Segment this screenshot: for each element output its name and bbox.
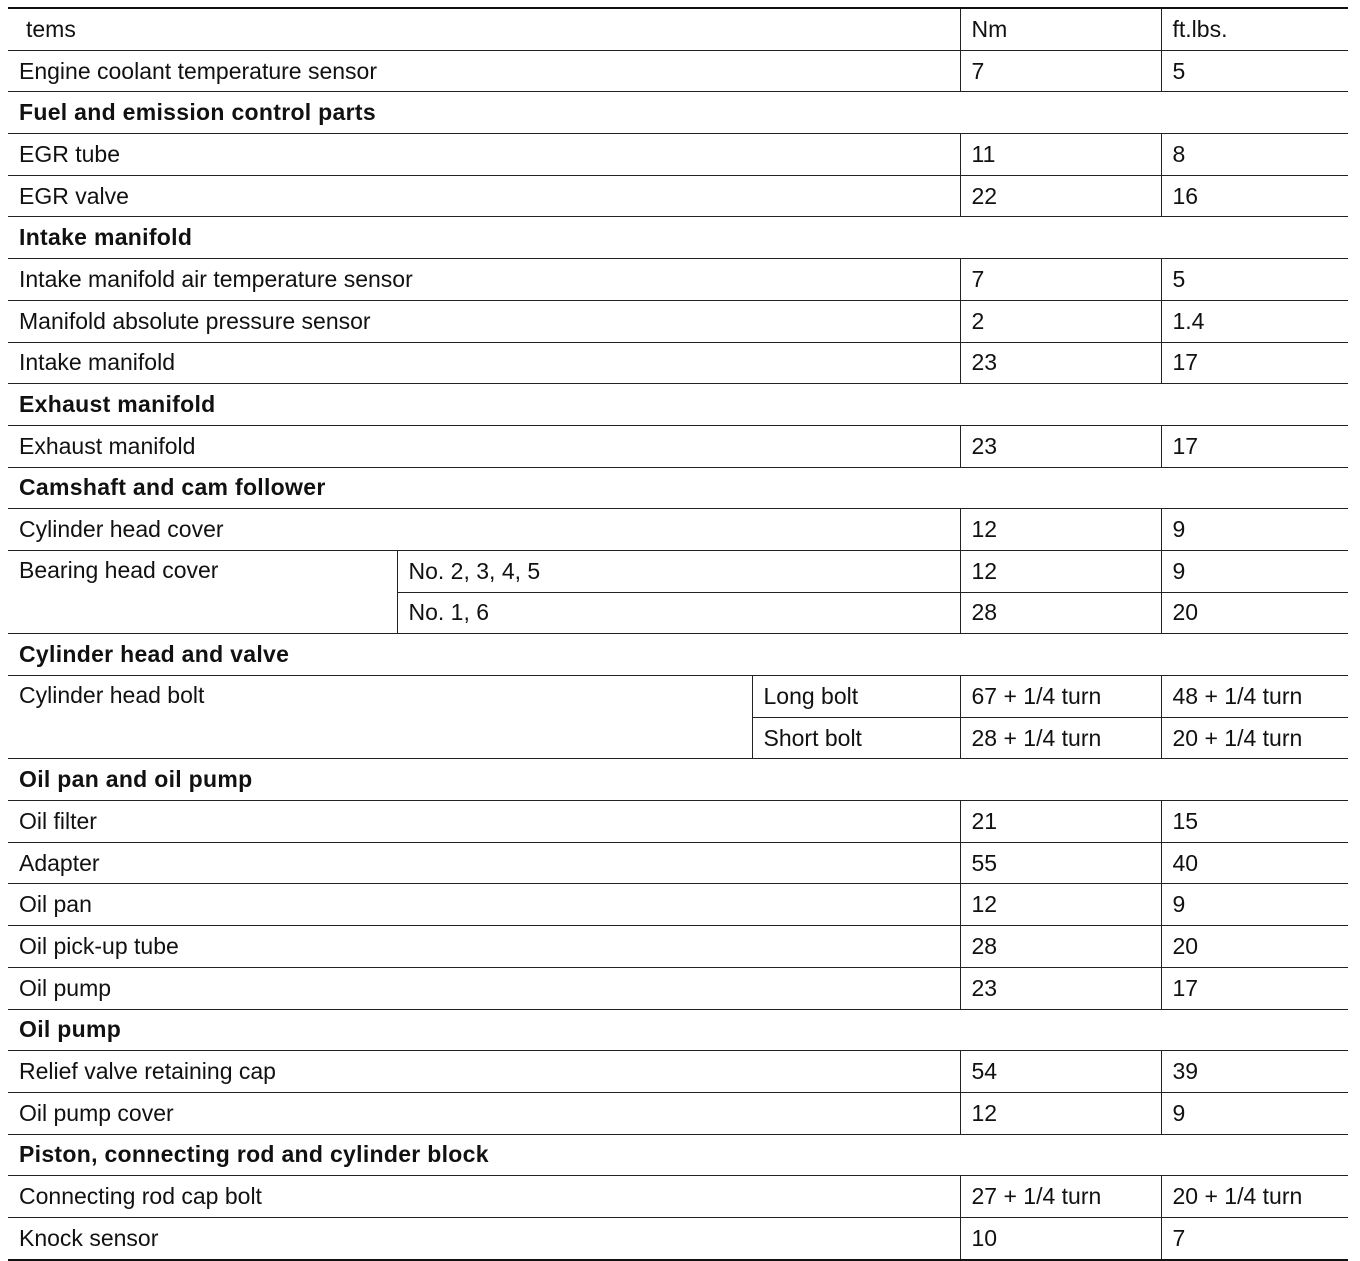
section-title: Camshaft and cam follower bbox=[8, 467, 1348, 509]
nm-value: 67 + 1/4 turn bbox=[960, 676, 1161, 718]
ftlbs-column-header: ft.lbs. bbox=[1161, 8, 1348, 50]
item-label: EGR valve bbox=[8, 175, 960, 217]
sub-item-label: No. 1, 6 bbox=[397, 592, 960, 634]
nm-value: 7 bbox=[960, 259, 1161, 301]
ftlbs-value: 20 bbox=[1161, 592, 1348, 634]
item-label: Cylinder head cover bbox=[8, 509, 960, 551]
torque-spec-table bbox=[8, 7, 1348, 1261]
table-row bbox=[8, 259, 1348, 301]
section-row bbox=[8, 759, 1348, 801]
nm-value: 2 bbox=[960, 300, 1161, 342]
table-row bbox=[8, 425, 1348, 467]
sub-item-label: No. 2, 3, 4, 5 bbox=[397, 550, 960, 592]
nm-value: 10 bbox=[960, 1217, 1161, 1259]
ftlbs-value: 20 bbox=[1161, 926, 1348, 968]
ftlbs-value: 5 bbox=[1161, 259, 1348, 301]
ftlbs-value: 9 bbox=[1161, 1092, 1348, 1134]
table-row bbox=[8, 300, 1348, 342]
table-row bbox=[8, 175, 1348, 217]
section-row bbox=[8, 467, 1348, 509]
ftlbs-value: 9 bbox=[1161, 884, 1348, 926]
ftlbs-value: 9 bbox=[1161, 509, 1348, 551]
section-title: Fuel and emission control parts bbox=[8, 92, 1348, 134]
nm-value: 28 + 1/4 turn bbox=[960, 717, 1161, 759]
item-label: Engine coolant temperature sensor bbox=[8, 50, 960, 92]
ftlbs-value: 16 bbox=[1161, 175, 1348, 217]
ftlbs-value: 5 bbox=[1161, 50, 1348, 92]
item-label: Connecting rod cap bolt bbox=[8, 1176, 960, 1218]
table-row bbox=[8, 884, 1348, 926]
table-row bbox=[8, 1051, 1348, 1093]
table-row bbox=[8, 967, 1348, 1009]
ftlbs-value: 1.4 bbox=[1161, 300, 1348, 342]
ftlbs-value: 20 + 1/4 turn bbox=[1161, 717, 1348, 759]
item-label: EGR tube bbox=[8, 134, 960, 176]
ftlbs-value: 17 bbox=[1161, 425, 1348, 467]
sub-item-label: Long bolt bbox=[752, 676, 960, 718]
ftlbs-value: 48 + 1/4 turn bbox=[1161, 676, 1348, 718]
nm-value: 7 bbox=[960, 50, 1161, 92]
table-row bbox=[8, 1217, 1348, 1259]
section-title: Exhaust manifold bbox=[8, 384, 1348, 426]
section-row bbox=[8, 384, 1348, 426]
section-row bbox=[8, 217, 1348, 259]
table-row bbox=[8, 550, 1348, 592]
table-row bbox=[8, 134, 1348, 176]
section-title: Oil pan and oil pump bbox=[8, 759, 1348, 801]
nm-value: 23 bbox=[960, 342, 1161, 384]
table-row bbox=[8, 676, 1348, 718]
item-label: Intake manifold air temperature sensor bbox=[8, 259, 960, 301]
nm-value: 11 bbox=[960, 134, 1161, 176]
table-row bbox=[8, 509, 1348, 551]
item-label: Manifold absolute pressure sensor bbox=[8, 300, 960, 342]
sub-item-label: Short bolt bbox=[752, 717, 960, 759]
section-row bbox=[8, 1134, 1348, 1176]
nm-value: 21 bbox=[960, 801, 1161, 843]
table-row bbox=[8, 1092, 1348, 1134]
items-column-header: tems bbox=[8, 8, 960, 50]
item-label: Intake manifold bbox=[8, 342, 960, 384]
ftlbs-value: 9 bbox=[1161, 550, 1348, 592]
nm-value: 55 bbox=[960, 842, 1161, 884]
ftlbs-value: 8 bbox=[1161, 134, 1348, 176]
nm-value: 54 bbox=[960, 1051, 1161, 1093]
section-title: Oil pump bbox=[8, 1009, 1348, 1051]
nm-column-header: Nm bbox=[960, 8, 1161, 50]
ftlbs-value: 7 bbox=[1161, 1217, 1348, 1259]
item-label: Oil filter bbox=[8, 801, 960, 843]
item-label: Oil pump bbox=[8, 967, 960, 1009]
table-body bbox=[8, 8, 1348, 1260]
ftlbs-value: 39 bbox=[1161, 1051, 1348, 1093]
section-title: Piston, connecting rod and cylinder block bbox=[8, 1134, 1348, 1176]
group-label: Bearing head cover bbox=[8, 550, 397, 633]
ftlbs-value: 17 bbox=[1161, 967, 1348, 1009]
item-label: Knock sensor bbox=[8, 1217, 960, 1259]
group-label: Cylinder head bolt bbox=[8, 676, 752, 759]
item-label: Oil pick-up tube bbox=[8, 926, 960, 968]
nm-value: 27 + 1/4 turn bbox=[960, 1176, 1161, 1218]
nm-value: 12 bbox=[960, 509, 1161, 551]
item-label: Relief valve retaining cap bbox=[8, 1051, 960, 1093]
ftlbs-value: 20 + 1/4 turn bbox=[1161, 1176, 1348, 1218]
ftlbs-value: 15 bbox=[1161, 801, 1348, 843]
table-row bbox=[8, 801, 1348, 843]
nm-value: 23 bbox=[960, 967, 1161, 1009]
item-label: Oil pump cover bbox=[8, 1092, 960, 1134]
nm-value: 12 bbox=[960, 884, 1161, 926]
ftlbs-value: 40 bbox=[1161, 842, 1348, 884]
nm-value: 28 bbox=[960, 592, 1161, 634]
item-label: Exhaust manifold bbox=[8, 425, 960, 467]
section-row bbox=[8, 1009, 1348, 1051]
table-row bbox=[8, 342, 1348, 384]
section-row bbox=[8, 634, 1348, 676]
section-row bbox=[8, 92, 1348, 134]
item-label: Adapter bbox=[8, 842, 960, 884]
section-title: Intake manifold bbox=[8, 217, 1348, 259]
nm-value: 22 bbox=[960, 175, 1161, 217]
table-row bbox=[8, 926, 1348, 968]
ftlbs-value: 17 bbox=[1161, 342, 1348, 384]
table-header-row bbox=[8, 8, 1348, 50]
nm-value: 12 bbox=[960, 1092, 1161, 1134]
table-row bbox=[8, 842, 1348, 884]
table-row bbox=[8, 50, 1348, 92]
table-row bbox=[8, 1176, 1348, 1218]
nm-value: 23 bbox=[960, 425, 1161, 467]
section-title: Cylinder head and valve bbox=[8, 634, 1348, 676]
item-label: Oil pan bbox=[8, 884, 960, 926]
nm-value: 28 bbox=[960, 926, 1161, 968]
nm-value: 12 bbox=[960, 550, 1161, 592]
